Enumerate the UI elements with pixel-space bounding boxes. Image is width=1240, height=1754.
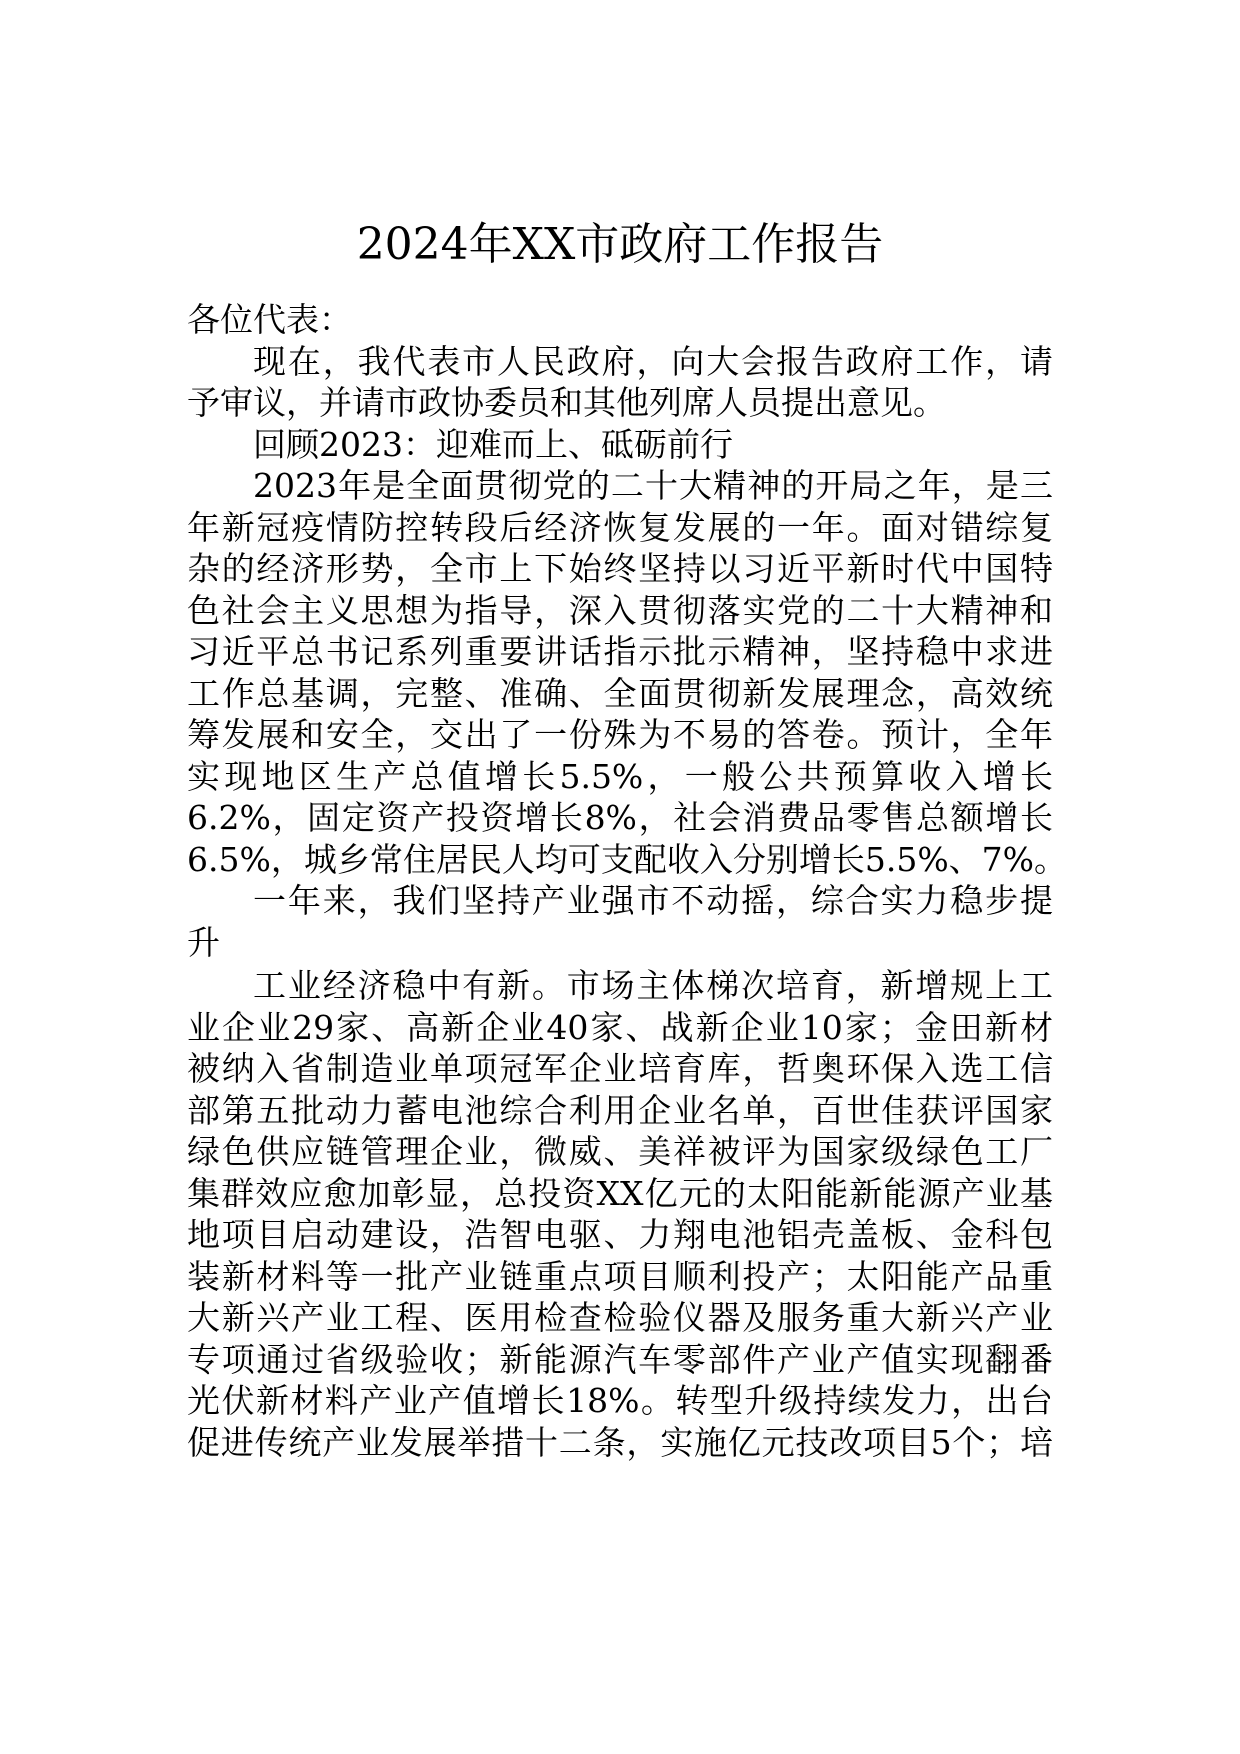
paragraph-line: 6.5%，城乡常住居民人均可支配收入分别增长5.5%、7%。 xyxy=(187,840,1068,879)
paragraph-line: 年新冠疫情防控转段后经济恢复发展的一年。面对错综复 xyxy=(187,508,1053,547)
paragraph-line: 色社会主义思想为指导，深入贯彻落实党的二十大精神和 xyxy=(187,591,1053,630)
paragraph-line: 2023年是全面贯彻党的二十大精神的开局之年，是三 xyxy=(253,466,1053,505)
paragraph-line: 促进传统产业发展举措十二条，实施亿元技改项目5个；培 xyxy=(187,1423,1053,1462)
paragraph-line: 6.2%，固定资产投资增长8%，社会消费品零售总额增长 xyxy=(187,798,1053,837)
paragraph-line: 筹发展和安全，交出了一份殊为不易的答卷。预计，全年 xyxy=(187,715,1053,754)
paragraph-line: 现在，我代表市人民政府，向大会报告政府工作，请 xyxy=(253,342,1053,381)
paragraph-line: 集群效应愈加彰显，总投资XX亿元的太阳能新能源产业基 xyxy=(187,1174,1053,1213)
paragraph-line: 专项通过省级验收；新能源汽车零部件产业产值实现翻番 xyxy=(187,1340,1053,1379)
paragraph-line: 部第五批动力蓄电池综合利用企业名单，百世佳获评国家 xyxy=(187,1091,1053,1130)
paragraph-line: 地项目启动建设，浩智电驱、力翔电池铝壳盖板、金科包 xyxy=(187,1215,1053,1254)
paragraph-line: 装新材料等一批产业链重点项目顺利投产；太阳能产品重 xyxy=(187,1257,1053,1296)
paragraph-line: 工业经济稳中有新。市场主体梯次培育，新增规上工 xyxy=(253,966,1053,1005)
paragraph-line: 大新兴产业工程、医用检查检验仪器及服务重大新兴产业 xyxy=(187,1298,1053,1337)
paragraph-line: 被纳入省制造业单项冠军企业培育库，哲奥环保入选工信 xyxy=(187,1049,1053,1088)
section-heading: 升 xyxy=(187,923,220,962)
salutation: 各位代表： xyxy=(187,300,352,339)
paragraph-line: 实现地区生产总值增长5.5%，一般公共预算收入增长 xyxy=(187,757,1053,796)
paragraph-line: 习近平总书记系列重要讲话指示批示精神，坚持稳中求进 xyxy=(187,632,1053,671)
page-title: 2024年XX市政府工作报告 xyxy=(356,219,884,270)
section-heading: 回顾2023：迎难而上、砥砺前行 xyxy=(253,425,733,464)
paragraph-line: 业企业29家、高新企业40家、战新企业10家；金田新材 xyxy=(187,1008,1053,1047)
paragraph-line: 工作总基调，完整、准确、全面贯彻新发展理念，高效统 xyxy=(187,674,1053,713)
section-heading: 一年来，我们坚持产业强市不动摇，综合实力稳步提 xyxy=(253,881,1053,920)
paragraph-line: 杂的经济形势，全市上下始终坚持以习近平新时代中国特 xyxy=(187,549,1053,588)
paragraph-line: 绿色供应链管理企业，微威、美祥被评为国家级绿色工厂 xyxy=(187,1132,1053,1171)
paragraph-line: 予审议，并请市政协委员和其他列席人员提出意见。 xyxy=(187,383,946,422)
paragraph-line: 光伏新材料产业产值增长18%。转型升级持续发力，出台 xyxy=(187,1381,1053,1420)
